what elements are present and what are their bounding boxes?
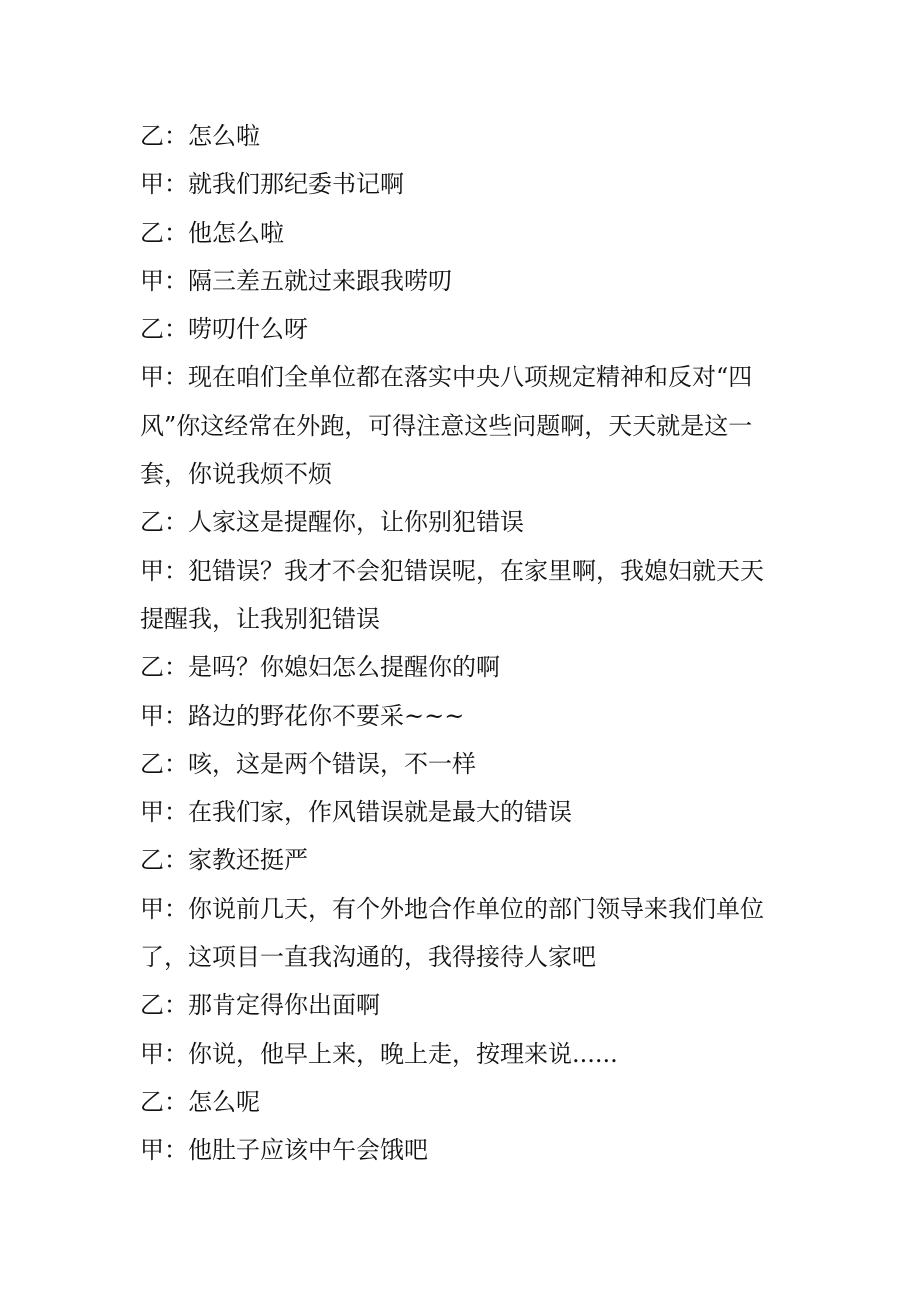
dialogue-line: 甲：隔三差五就过来跟我唠叨 bbox=[140, 266, 452, 295]
dialogue-line: 甲：路边的野花你不要采~~~ bbox=[140, 701, 465, 730]
dialogue-line: 乙：家教还挺严 bbox=[140, 846, 308, 875]
dialogue-line: 乙：咳，这是两个错误，不一样 bbox=[140, 749, 476, 778]
dialogue-line: 甲：在我们家，作风错误就是最大的错误 bbox=[140, 798, 572, 827]
dialogue-line: 乙：人家这是提醒你，让你别犯错误 bbox=[140, 508, 524, 537]
dialogue-line: 甲：他肚子应该中午会饿吧 bbox=[140, 1136, 428, 1165]
dialogue-text bbox=[140, 112, 785, 1175]
dialogue-line: 乙：他怎么啦 bbox=[140, 218, 284, 247]
dialogue-line: 甲：你说，他早上来，晚上走，按理来说...... bbox=[140, 1039, 618, 1068]
dialogue-line: 乙：唠叨什么呀 bbox=[140, 315, 308, 344]
dialogue-line: 甲：现在咱们全单位都在落实中央八项规定精神和反对“四风”你这经常在外跑，可得注意这些问题啊，天天就是这一套，你说我烦不烦 bbox=[140, 363, 753, 489]
dialogue-line: 乙：怎么啦 bbox=[140, 122, 260, 150]
dialogue-line: 甲：就我们那纪委书记啊 bbox=[140, 170, 404, 199]
dialogue-line: 乙：怎么呢 bbox=[140, 1087, 260, 1116]
dialogue-line: 甲：犯错误？我才不会犯错误呢，在家里啊，我媳妇就天天提醒我，让我别犯错误 bbox=[140, 556, 764, 633]
dialogue-line: 乙：是吗？你媳妇怎么提醒你的啊 bbox=[140, 653, 500, 682]
dialogue-line: 甲：你说前几天，有个外地合作单位的部门领导来我们单位了，这项目一直我沟通的，我得接待人家吧 bbox=[140, 894, 764, 972]
dialogue-line: 乙：那肯定得你出面啊 bbox=[140, 991, 380, 1020]
